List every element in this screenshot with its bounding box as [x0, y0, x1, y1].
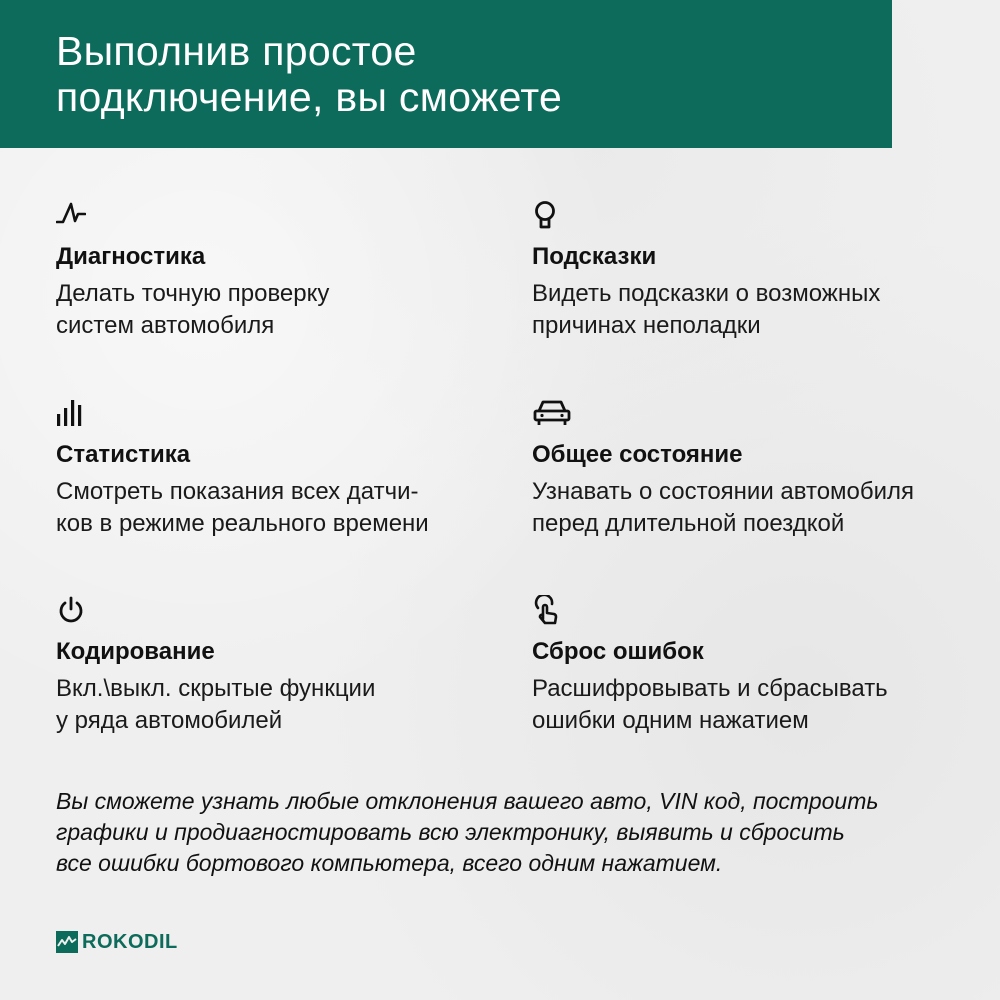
crocodile-logo-icon	[56, 931, 78, 953]
feature-description-line: систем автомобиля	[56, 312, 275, 339]
feature-title: Подсказки	[532, 243, 657, 270]
feature-description	[532, 278, 880, 342]
feature-title: Общее состояние	[532, 441, 743, 468]
feature-title: Кодирование	[56, 638, 215, 665]
feature-statistics	[56, 398, 496, 537]
feature-description-line: ков в режиме реального времени	[56, 510, 429, 537]
bar-chart-icon	[56, 398, 86, 428]
feature-description	[56, 278, 329, 342]
tap-hand-icon	[532, 595, 562, 625]
feature-description-line: у ряда автомобилей	[56, 707, 283, 734]
summary-text	[56, 786, 976, 879]
brand-logo	[56, 930, 178, 954]
feature-coding	[56, 595, 496, 734]
page-title	[56, 28, 892, 120]
feature-description-line: причинах неполадки	[532, 312, 761, 339]
feature-description	[532, 476, 914, 540]
car-icon	[532, 398, 562, 428]
feature-description-line: Узнавать о состоянии автомобиля	[532, 478, 915, 505]
lightbulb-icon	[532, 200, 562, 230]
header-banner	[0, 0, 892, 148]
feature-description-line: Видеть подсказки о возможных	[532, 280, 881, 307]
feature-description	[532, 673, 888, 737]
feature-description-line: Вкл.\выкл. скрытые функции	[56, 675, 376, 702]
feature-title: Сброс ошибок	[532, 638, 704, 665]
feature-description	[56, 476, 429, 540]
feature-description-line: перед длительной поездкой	[532, 510, 845, 537]
feature-description-line: ошибки одним нажатием	[532, 707, 809, 734]
feature-description-line: Делать точную проверку	[56, 280, 330, 307]
summary-line: графики и продиагностировать всю электронику, выявить и сбросить	[56, 819, 845, 845]
feature-diagnostics	[56, 200, 496, 339]
feature-description	[56, 673, 375, 737]
feature-general-state	[532, 398, 972, 537]
feature-hints	[532, 200, 972, 339]
power-icon	[56, 595, 86, 625]
summary-line: Вы сможете узнать любые отклонения вашего авто, VIN код, построить	[56, 788, 879, 814]
feature-title: Диагностика	[56, 243, 206, 270]
page-title-line-2: подключение, вы сможете	[56, 74, 563, 120]
summary-line: все ошибки бортового компьютера, всего одним нажатием.	[56, 850, 723, 876]
feature-error-reset	[532, 595, 972, 734]
feature-description-line: Смотреть показания всех датчи-	[56, 478, 419, 505]
pulse-icon	[56, 200, 86, 230]
feature-title: Статистика	[56, 441, 191, 468]
brand-name: ROKODIL	[82, 931, 178, 953]
feature-description-line: Расшифровывать и сбрасывать	[532, 675, 888, 702]
page-title-line-1: Выполнив простое	[56, 28, 417, 74]
